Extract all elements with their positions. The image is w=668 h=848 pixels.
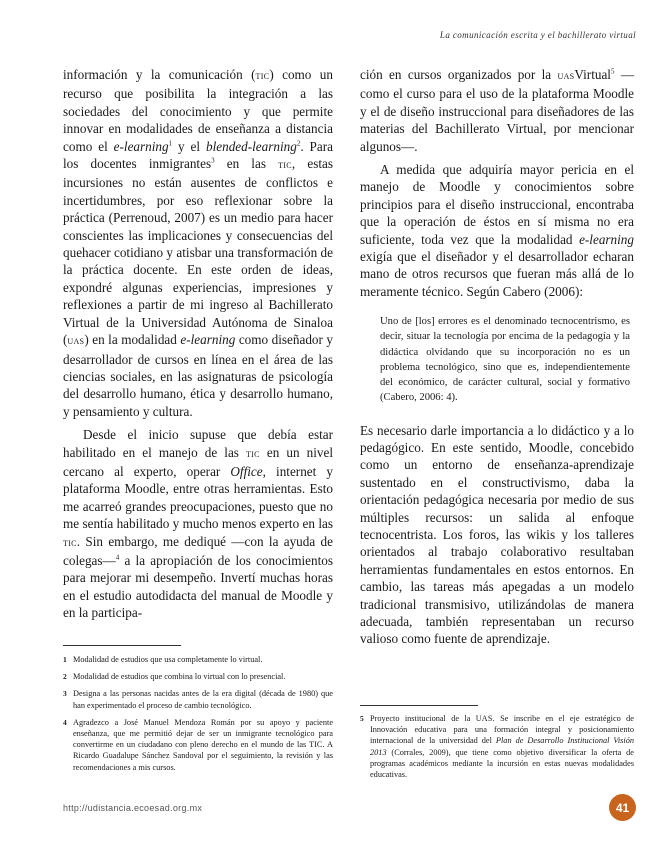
paragraph-pedagogy: Es necesario darle importancia a lo didáctico y a lo pedagógico. En este sentido, Moodle, concebido como un entorno de enseñanza-aprendizaje sustentado en el constructivismo, daba la orientación pedagógica necesaria por medio de sus múltiples recursos: un salida al enfoque tecnocentrista. Los foros, las wikis y los talleres orientados al trabajo colaborativo resultaban herramientas fundamentales en estos entornos. En cambio, las tareas más apegadas a un modelo tradicional transmisivo, utilizándolas de manera adecuada, también representaban un recurso valioso como fuente de aprendizaje. [360, 422, 634, 647]
block-quote: Uno de [los] errores es el denominado tecnocentrismo, es decir, situar la tecnología por encima de la pedagogía y la didáctica olvidando que su incorporación no es un problema tecnológico, sino que es, independientemente del económico, de carácter cultural, social y formativo (Cabero, 2006: 4). [380, 316, 630, 404]
running-header: La comunicación escrita y el bachillerato virtual [439, 30, 636, 40]
footnote: 2 Modalidad de estudios que combina lo virtual con lo presencial. [63, 672, 286, 682]
right-column [360, 66, 634, 648]
paragraph-expertise: A medida que adquiría mayor pericia en el manejo de Moodle y conocimientos sobre principios para el diseño instruccional, encontraba que la operación de éstos en sí misma no era suficiente, toda vez que la modalidad e-learning exigía que el diseñador y el desarrollador echaran mano de otros recursos que fueran más allá de lo meramente técnico. Según Cabero (2006): [360, 162, 634, 299]
footnotes-left [63, 654, 333, 779]
footnote: 4 Agradezco a José Manuel Mendoza Román por su apoyo y paciente enseñanza, que me permitió dejar de ser un inmigrante tecnológico para convertirme en un ciudadano con pleno derecho en el mundo de las TIC. A Ricardo Guadalupe Sánchez Sandoval por el seguimiento, la revisión y las recomendaciones a mis cursos. [63, 717, 333, 772]
footnote-divider-right [360, 705, 478, 706]
left-column [63, 66, 333, 622]
paragraph-beginning: Desde el inicio supuse que debía estar habilitado en el manejo de las tic en un nivel cercano al experto, operar Office, internet y plataforma Moodle, entre otras herramientas. Esto me acarreó grandes preocupaciones, puesto que no me sentía habilitado y mucho menos experto en las tic. Sin embargo, me dediqué —con la ayuda de colegas—$^4$ a la apropiación de los conocimientos para mejorar mi desempeño. Invertí muchas horas en el estudio autodidacta del manual de Moodle y en la participa- [63, 427, 333, 621]
footnote-divider-left [63, 645, 181, 646]
footnotes-right [360, 713, 634, 786]
footnote: 1 Modalidad de estudios que usa completamente lo virtual. [63, 655, 263, 664]
paragraph-continuation: ción en cursos organizados por la uasVirtual$^5$ —como el curso para el uso de la plataforma Moodle y el de diseño instruccional para diseñadores de las materias del Bachillerato Virtual, por mencionar algunos—. [360, 67, 635, 154]
paragraph-intro: información y la comunicación (tic) como un recurso que posibilita la integración a las sociedades del conocimiento y que permite innovar en modalidades de enseñanza a distancia como el e-learning$^1$ y el blended-learning$^2$. Para los docentes inmigrantes$^3$ en las tic, estas incursiones no están ausentes de conflictos e incertidumbres, por eso reflexionar sobre la práctica (Perrenoud, 2007) es un medio para hacer conscientes las implicaciones y consecuencias del quehacer cotidiano y atisbar una transformación de la práctica docente. En este orden de ideas, expondré algunas experiencias, impresiones y reflexiones a partir de mi ingreso al Bachillerato Virtual de la Universidad Autónoma de Sinaloa (uas) en la modalidad e-learning como diseñador y desarrollador de cursos en línea en el área de las ciencias sociales, en las asignaturas de psicología del desarrollo humano, ética y desarrollo humano, y pensamiento y cultura. [63, 67, 333, 419]
footer-url-link[interactable]: http://udistancia.ecoesad.org.mx [63, 803, 203, 813]
footnote: 5 Proyecto institucional de la uas. Se inscribe en el eje estratégico de Innovación educativa para una formación integral y posicionamiento internacional de la universidad del Plan de Desarrollo Institucional Visión 2013 (Corrales, 2009), que tiene como objetivo diversificar la oferta de programas académicos mediante la incursión en estas nuevas modalidades educativas. [360, 712, 635, 780]
page-number-badge: 41 [609, 794, 636, 821]
footnote: 3 Designa a las personas nacidas antes de la era digital (década de 1980) que han experimentado el proceso de cambio tecnológico. [63, 689, 333, 710]
